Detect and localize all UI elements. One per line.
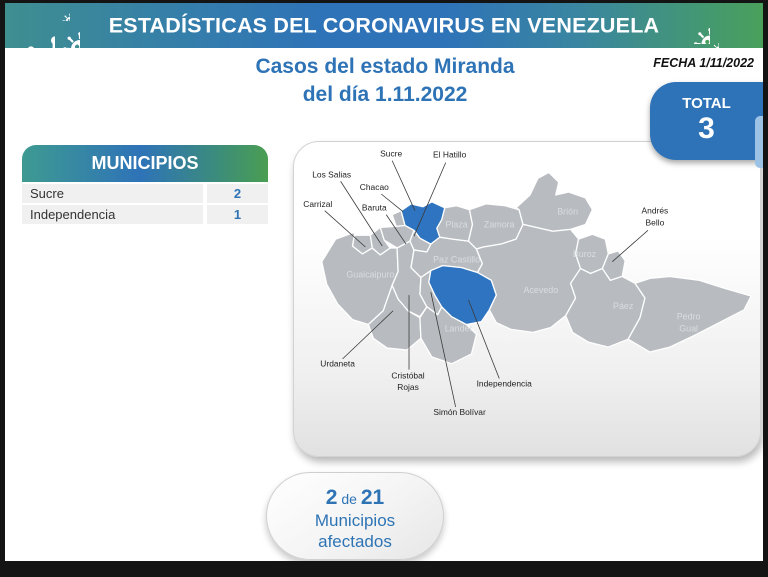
- map-label-los-salias: Los Salias: [312, 169, 352, 180]
- map-label-andres-bello: Andrés: [641, 205, 669, 216]
- map-label-plaza: Plaza: [445, 219, 468, 230]
- map-label-baruta: Baruta: [361, 202, 387, 213]
- map-label-sucre: Sucre: [380, 148, 403, 159]
- map-label-cristobal-rojas: Rojas: [397, 382, 419, 393]
- municipality-value-cell: 1: [207, 205, 268, 224]
- map-label-urdaneta: Urdaneta: [320, 358, 355, 369]
- affected-count-line: [267, 486, 443, 510]
- municipios-table: [22, 145, 268, 224]
- page-title: ESTADÍSTICAS DEL CORONAVIRUS EN VENEZUELA: [108, 13, 660, 37]
- infographic-page: [5, 3, 763, 561]
- miranda-state-map: [294, 142, 760, 456]
- municipality-brion: [516, 172, 592, 231]
- map-label-simon-bolivar: Simón Bolívar: [433, 406, 486, 417]
- map-label-el-hatillo: El Hatillo: [433, 149, 467, 160]
- map-label-guaicaipuro: Guaicaipuro: [346, 269, 395, 280]
- affected-label-line1: Municipios: [314, 511, 396, 530]
- map-label-cristobal-rojas: Cristóbal: [391, 370, 425, 381]
- map-label-paz-castillo: Paz Castillo: [433, 254, 481, 265]
- municipios-table-header: MUNICIPIOS: [22, 145, 268, 182]
- map-label-pedro-gual: Pedro: [676, 311, 701, 322]
- total-badge-label: TOTAL: [682, 95, 731, 112]
- municipality-name-cell: Independencia: [22, 205, 203, 224]
- map-label-buroz: Buroz: [572, 248, 597, 259]
- table-row: [22, 184, 268, 203]
- map-label-paez: Páez: [613, 300, 634, 311]
- affected-label-line2: afectados: [318, 532, 392, 551]
- miranda-map-card: [293, 141, 761, 457]
- date-label: FECHA 1/11/2022: [653, 56, 754, 70]
- map-label-zamora: Zamora: [483, 219, 515, 230]
- map-label-carrizal: Carrizal: [303, 198, 333, 209]
- affected-count: 2: [325, 486, 338, 509]
- map-label-pedro-gual: Gual: [679, 323, 699, 334]
- municipality-name-cell: Sucre: [22, 184, 203, 203]
- map-label-lander: Lander: [444, 323, 473, 334]
- affected-separator: de: [341, 491, 357, 507]
- municipality-total: 21: [360, 486, 385, 509]
- map-label-independencia: Independencia: [476, 378, 532, 389]
- subtitle-line2: del día 1.11.2022: [302, 83, 468, 106]
- map-label-chacao: Chacao: [359, 182, 389, 193]
- total-badge: [650, 82, 763, 160]
- total-badge-value: 3: [698, 112, 715, 145]
- map-label-brion: Brión: [557, 206, 579, 217]
- header-banner: [5, 3, 763, 48]
- affected-municipalities-pill: [266, 472, 444, 560]
- map-label-acevedo: Acevedo: [523, 285, 559, 296]
- map-label-andres-bello: Bello: [645, 217, 665, 228]
- subtitle-line1: Casos del estado Miranda: [255, 55, 515, 78]
- badge-accent-bar: [755, 116, 763, 168]
- table-row: [22, 205, 268, 224]
- subtitle: [200, 53, 570, 109]
- municipality-value-cell: 2: [207, 184, 268, 203]
